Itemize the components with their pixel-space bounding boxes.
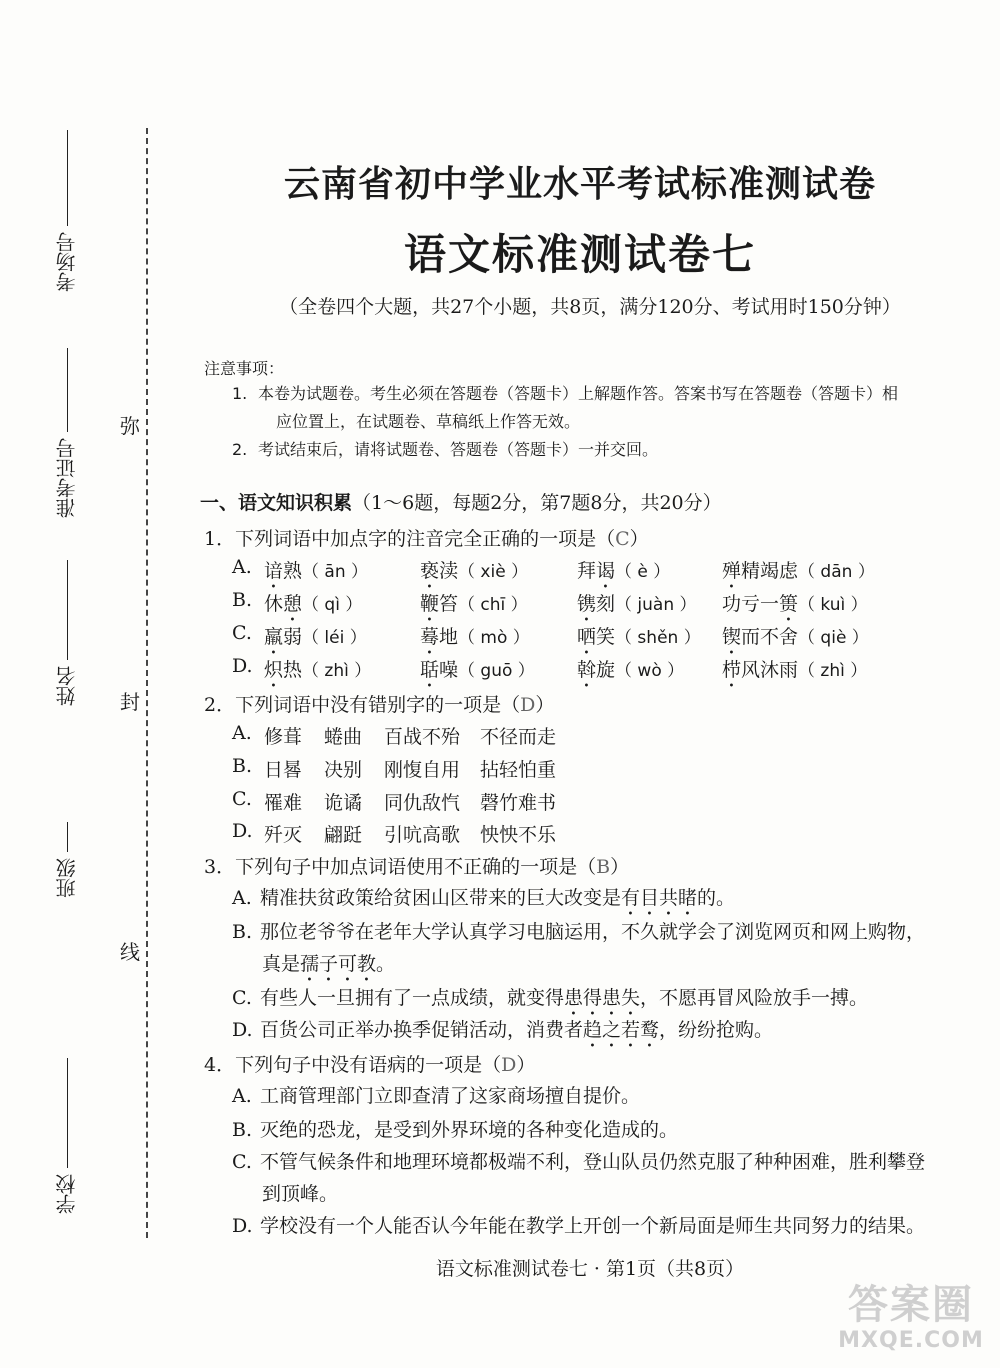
option-text: 精准扶贫政策给贫困山区带来的巨大改变是 (260, 887, 622, 909)
q1-word (420, 556, 528, 593)
question-text: 2．下列词语中没有错别字的一项是（ (204, 694, 521, 716)
question-1-stem (204, 524, 649, 551)
note-text: 考试结束后，请将试题卷、答题卷（答题卡）一并交回。 (258, 440, 659, 459)
q1-word (420, 655, 535, 692)
q2-word: 翩跹 (324, 824, 363, 846)
option-text: 不管气候条件和地理环境都极端不利，登山队员仍然克服了种种困难，胜利攀登 (260, 1151, 926, 1173)
option-letter: B. (232, 921, 253, 943)
option-letter: C. (232, 1151, 252, 1173)
word-part: 功亏一 (722, 593, 780, 615)
q1-word (420, 622, 530, 659)
paren-close: ） (610, 856, 630, 878)
section-detail: （1～6题，每题2分，第7题8分，共20分） (352, 492, 722, 514)
q1-word (577, 655, 684, 692)
option-letter: C. (232, 788, 252, 810)
admission-line (67, 348, 68, 432)
note-number: 1. (232, 384, 248, 403)
word-part: 旋 (596, 659, 616, 681)
q1-word (577, 556, 670, 593)
pinyin: （ kuì ） (798, 595, 868, 615)
option-letter: C. (232, 622, 252, 644)
pinyin: （ ān ） (302, 562, 369, 582)
watermark-logo (836, 1282, 986, 1362)
q2-word: 刚愎自用 (384, 759, 461, 781)
class-field (56, 822, 78, 898)
word-part: 而不舍 (741, 626, 799, 648)
option-letter: B. (232, 1119, 253, 1141)
q1-word (264, 556, 368, 593)
dotted-char: 聒 (420, 659, 440, 681)
q4-option-b (232, 1114, 947, 1146)
note-item (232, 380, 940, 436)
pinyin: （ chī ） (458, 595, 528, 615)
q2-word: 歼灭 (264, 824, 303, 846)
q1-word (577, 622, 701, 659)
handwritten-answer: D (520, 694, 536, 716)
q2-word: 诡谲 (324, 792, 363, 814)
q1-word (722, 622, 869, 659)
seal-char-xian: 线 (120, 940, 140, 964)
option-letter: B. (232, 589, 253, 611)
question-text: 1．下列词语中加点字的注音完全正确的一项是（ (204, 528, 616, 550)
class-label: 班级 (55, 858, 79, 898)
pinyin: （ wò ） (615, 661, 685, 681)
name-label: 姓名 (55, 666, 79, 706)
q3-option-a (232, 882, 947, 920)
dotted-char: 憩 (283, 593, 303, 615)
seal-cut-line (146, 128, 148, 1238)
q2-word: 百战不殆 (384, 726, 461, 748)
dotted-char: 谙 (264, 560, 284, 582)
pinyin: （ shěn ） (615, 628, 701, 648)
handwritten-answer: C (615, 528, 630, 550)
school-field (56, 1058, 78, 1214)
q2-word: 罹难 (264, 792, 303, 814)
pinyin: （ mò ） (458, 628, 530, 648)
pinyin: （ juàn ） (615, 595, 697, 615)
dotted-phrase: 趋之若鹜 (583, 1019, 660, 1041)
dotted-char: 镌 (577, 593, 597, 615)
note-item (232, 436, 940, 464)
option-letter: A. (232, 722, 252, 744)
q4-option-d (232, 1210, 947, 1242)
exam-room-label: 考场号 (55, 232, 79, 292)
name-line (67, 560, 68, 660)
word-part: 笑 (596, 626, 616, 648)
option-text-end: ，纷纷抢购。 (659, 1019, 774, 1041)
word-part: 熟 (283, 560, 303, 582)
dotted-char: 栉 (722, 659, 742, 681)
school-label: 学校 (55, 1174, 79, 1214)
note-continuation: 应位置上，在试题卷、草稿纸上作答无效。 (276, 412, 581, 431)
word-part: 休 (264, 593, 284, 615)
admission-label: 准考证号 (55, 438, 79, 518)
option-text-start: 真是 (262, 953, 301, 975)
option-letter: A. (232, 1085, 252, 1107)
dotted-char: 谒 (596, 560, 616, 582)
handwritten-answer: B (596, 856, 611, 878)
school-line (67, 1058, 68, 1168)
word-part: 地 (439, 626, 459, 648)
q2-word: 日晷 (264, 759, 303, 781)
q1-word (722, 589, 868, 626)
paper-title: 语文标准测试卷七 (403, 230, 756, 279)
q1-word (577, 589, 697, 626)
word-part: 渎 (439, 560, 459, 582)
word-part: 热 (283, 659, 303, 681)
option-text-end: 的。 (697, 887, 736, 909)
q2-word: 同仇敌忾 (384, 792, 461, 814)
word-part: 笞 (439, 593, 459, 615)
watermark-text: 答案圈 (848, 1282, 974, 1328)
pinyin: （ qiè ） (798, 628, 869, 648)
option-letter: B. (232, 755, 253, 777)
word-part: 精竭虑 (741, 560, 799, 582)
option-text-end: 。 (376, 953, 396, 975)
pinyin: （ xiè ） (458, 562, 529, 582)
q3-option-b (232, 916, 947, 986)
watermark-url: MXQE.COM (838, 1328, 984, 1353)
option-text: 百货公司正举办换季促销活动，消费者 (260, 1019, 584, 1041)
dotted-char: 哂 (577, 626, 597, 648)
section-heading (200, 488, 722, 515)
dotted-char: 亵 (420, 560, 440, 582)
paren-close: ） (535, 694, 555, 716)
q2-word: 蜷曲 (324, 726, 363, 748)
q3-option-d (232, 1014, 947, 1052)
q1-word (722, 556, 875, 593)
dotted-char: 鞭 (420, 593, 440, 615)
option-continuation: 到顶峰。 (262, 1183, 339, 1205)
paper-info: （全卷四个大题，共27个小题，共8页，满分120分、考试用时150分钟） (279, 296, 901, 318)
q4-option-c (232, 1146, 947, 1210)
q2-word: 磬竹难书 (480, 792, 557, 814)
dotted-char: 锲 (722, 626, 742, 648)
option-letter: D. (232, 1019, 253, 1041)
name-field (56, 560, 78, 706)
pinyin: （ léi ） (302, 628, 367, 648)
q2-word: 决别 (324, 759, 363, 781)
q1-word (264, 589, 362, 626)
option-text: 有些人一旦拥有了一点成绩，就变得 (260, 987, 565, 1009)
admission-field (56, 348, 78, 518)
q2-word: 引吭高歌 (384, 824, 461, 846)
seal-char-feng: 封 (120, 690, 140, 714)
pinyin: （ zhì ） (302, 661, 372, 681)
dotted-char: 篑 (779, 593, 799, 615)
dotted-char: 殚 (722, 560, 742, 582)
option-text: 灭绝的恐龙，是受到外界环境的各种变化造成的。 (260, 1119, 679, 1141)
option-letter: D. (232, 1215, 253, 1237)
option-letter: A. (232, 887, 252, 909)
word-part: 风沐雨 (741, 659, 799, 681)
seal-char-mi: 弥 (120, 414, 140, 438)
class-line (67, 822, 68, 852)
option-text: 学校没有一个人能否认今年能在教学上开创一个新局面是师生共同努力的结果。 (260, 1215, 926, 1237)
option-continuation (232, 948, 947, 986)
pinyin: （ qì ） (302, 595, 363, 615)
word-part: 弱 (283, 626, 303, 648)
option-letter: C. (232, 987, 252, 1009)
pinyin: （ guō ） (458, 661, 535, 681)
q2-word: 怏怏不乐 (480, 824, 557, 846)
q1-word (722, 655, 867, 692)
word-part: 拜 (577, 560, 597, 582)
paren-close: ） (516, 1054, 536, 1076)
option-text: 工商管理部门立即查清了这家商场擅自提价。 (260, 1085, 641, 1107)
dotted-phrase: 有目共睹 (621, 887, 698, 909)
option-text-end: ，不愿再冒风险放手一搏。 (640, 987, 869, 1009)
paren-close: ） (629, 528, 649, 550)
dotted-char: 蓦 (420, 626, 440, 648)
q1-word (420, 589, 528, 626)
option-letter: D. (232, 820, 253, 842)
q2-word: 修葺 (264, 726, 303, 748)
dotted-phrase: 孺子可教 (300, 953, 377, 975)
q2-word: 不径而走 (480, 726, 557, 748)
section-label: 一、语文知识积累 (200, 492, 353, 514)
q1-word (264, 655, 371, 692)
dotted-char: 斡 (577, 659, 597, 681)
q2-word: 拈轻怕重 (480, 759, 557, 781)
pinyin: （ è ） (615, 562, 671, 582)
pinyin: （ zhì ） (798, 661, 868, 681)
word-part: 噪 (439, 659, 459, 681)
exam-room-field (56, 130, 78, 292)
option-letter: D. (232, 655, 253, 677)
note-number: 2. (232, 440, 248, 459)
question-4-stem (204, 1050, 535, 1077)
exam-room-line (67, 130, 68, 226)
question-text: 3．下列句子中加点词语使用不正确的一项是（ (204, 856, 597, 878)
pinyin: （ dān ） (798, 562, 875, 582)
notes-heading: 注意事项： (204, 359, 285, 378)
dotted-char: 炽 (264, 659, 284, 681)
exam-series-title: 云南省初中学业水平考试标准测试卷 (283, 163, 876, 205)
note-text: 本卷为试题卷。考生必须在答题卷（答题卡）上解题作答。答案书写在答题卷（答题卡）相 (258, 384, 899, 403)
page-footer: 语文标准测试卷七 · 第1页（共8页） (435, 1258, 745, 1280)
option-letter: A. (232, 556, 252, 578)
word-part: 刻 (596, 593, 616, 615)
option-text: 那位老爷爷在老年大学认真学习电脑运用，不久就学会了浏览网页和网上购物， (260, 921, 926, 943)
dotted-char: 羸 (264, 626, 284, 648)
question-3-stem (204, 852, 629, 879)
q4-option-a (232, 1080, 947, 1112)
handwritten-answer: D (501, 1054, 517, 1076)
question-text: 4．下列句子中没有语病的一项是（ (204, 1054, 502, 1076)
q1-word (264, 622, 367, 659)
question-2-stem (204, 690, 554, 717)
dotted-phrase: 患得患失 (564, 987, 641, 1009)
